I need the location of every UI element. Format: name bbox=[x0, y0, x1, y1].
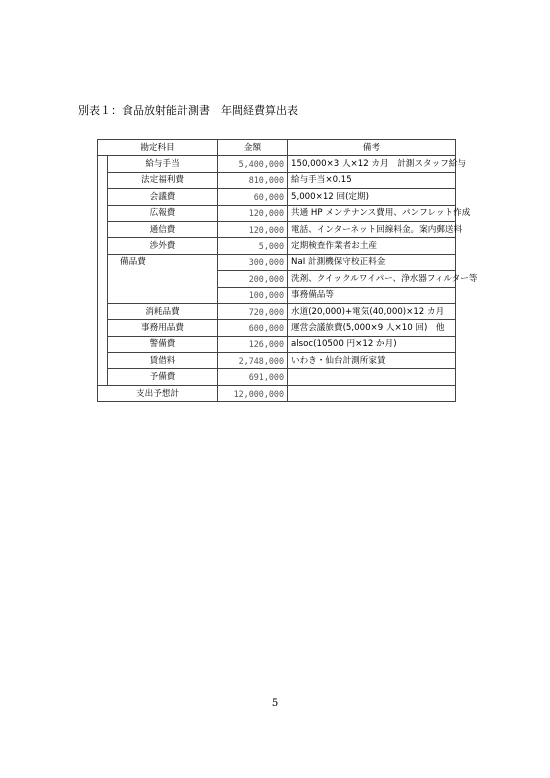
row-note: NaI 計測機保守校正料金 bbox=[288, 254, 456, 270]
row-item: 予備費 bbox=[108, 369, 218, 385]
row-item: 消耗品費 bbox=[108, 303, 218, 319]
row-note: 洗剤、クイックルワイパー、浄水器フィルター等 bbox=[288, 271, 456, 287]
equipment-item: 備品費 bbox=[108, 254, 218, 303]
row-note: 5,000×12 回(定期) bbox=[288, 189, 456, 205]
row-note bbox=[288, 369, 456, 385]
row-amount: 60,000 bbox=[218, 189, 288, 205]
table-row bbox=[98, 369, 456, 385]
budget-table bbox=[97, 139, 478, 402]
row-amount: 810,000 bbox=[218, 172, 288, 188]
row-item: 警備費 bbox=[108, 336, 218, 352]
header-note: 備考 bbox=[288, 140, 456, 156]
indent-column bbox=[98, 156, 108, 385]
header-item: 勘定科目 bbox=[98, 140, 218, 156]
row-item: 賃借料 bbox=[108, 353, 218, 369]
row-note: 給与手当×0.15 bbox=[288, 172, 456, 188]
table-row bbox=[98, 320, 456, 336]
row-amount: 100,000 bbox=[218, 287, 288, 303]
row-amount: 720,000 bbox=[218, 303, 288, 319]
row-amount: 300,000 bbox=[218, 254, 288, 270]
table-row bbox=[98, 221, 456, 237]
total-amount: 12,000,000 bbox=[218, 385, 288, 401]
row-note: 事務備品等 bbox=[288, 287, 456, 303]
row-amount: 5,400,000 bbox=[218, 156, 288, 172]
row-note: alsoc(10500 円×12 か月) bbox=[288, 336, 456, 352]
row-amount: 691,000 bbox=[218, 369, 288, 385]
total-row bbox=[98, 385, 456, 401]
row-note: 共通 HP メンテナンス費用、パンフレット作成 bbox=[288, 205, 456, 221]
row-item: 広報費 bbox=[108, 205, 218, 221]
row-note: 150,000×3 人×12 カ月 計測スタッフ給与 bbox=[288, 156, 456, 172]
row-item: 法定福利費 bbox=[108, 172, 218, 188]
row-item: 渉外費 bbox=[108, 238, 218, 254]
row-amount: 5,000 bbox=[218, 238, 288, 254]
row-note: 電話、インターネット回線料金。案内郵送料 bbox=[288, 221, 456, 237]
table-row bbox=[98, 336, 456, 352]
table-row bbox=[98, 353, 456, 369]
row-note: 定期検査作業者お土産 bbox=[288, 238, 456, 254]
table-row bbox=[98, 303, 456, 319]
row-item: 会議費 bbox=[108, 189, 218, 205]
row-item: 事務用品費 bbox=[108, 320, 218, 336]
row-amount: 120,000 bbox=[218, 221, 288, 237]
total-note bbox=[288, 385, 456, 401]
row-note: 水道(20,000)+電気(40,000)×12 カ月 bbox=[288, 303, 456, 319]
table-row bbox=[98, 172, 456, 188]
table-row bbox=[98, 254, 456, 270]
row-amount: 600,000 bbox=[218, 320, 288, 336]
row-item: 通信費 bbox=[108, 221, 218, 237]
row-item: 給与手当 bbox=[108, 156, 218, 172]
header-amount: 金額 bbox=[218, 140, 288, 156]
row-note: いわき・仙台計測所家賃 bbox=[288, 353, 456, 369]
table-row bbox=[98, 189, 456, 205]
page-number: 5 bbox=[271, 698, 279, 709]
row-note: 運営会議旅費(5,000×9 人×10 回) 他 bbox=[288, 320, 456, 336]
table-header-row bbox=[98, 140, 456, 156]
table-row bbox=[98, 238, 456, 254]
row-amount: 2,748,000 bbox=[218, 353, 288, 369]
row-amount: 200,000 bbox=[218, 271, 288, 287]
row-amount: 126,000 bbox=[218, 336, 288, 352]
row-amount: 120,000 bbox=[218, 205, 288, 221]
table-row bbox=[98, 156, 456, 172]
total-label: 支出予想計 bbox=[98, 385, 218, 401]
page-title: 別表１：食品放射能計測書 年間経費算出表 bbox=[78, 104, 298, 117]
table-row bbox=[98, 205, 456, 221]
